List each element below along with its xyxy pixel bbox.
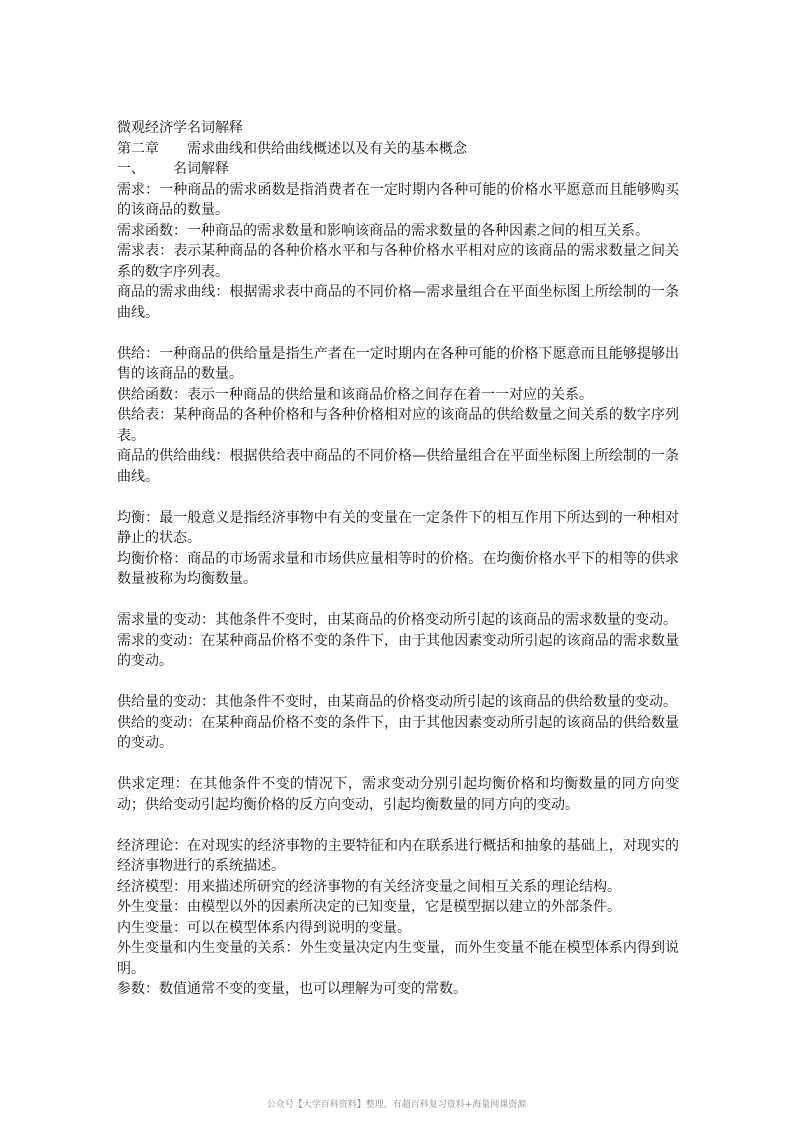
definition-supply-schedule: 供给表：某种商品的各种价格和与各种价格相对应的该商品的供给数量之间关系的数字序列表。 (117, 407, 679, 444)
definition-demand-curve: 商品的需求曲线：根据需求表中商品的不同价格—需求量组合在平面坐标图上所绘制的一条曲线。 (117, 284, 679, 321)
definition-economic-model: 经济模型：用来描述所研究的经济事物的有关经济变量之间相互关系的理论结构。 (117, 878, 621, 895)
definition-group-demand (117, 180, 679, 324)
paragraph-gap (117, 487, 679, 508)
definition-supply-function: 供给函数：表示一种商品的供给量和该商品价格之间存在着一一对应的关系。 (117, 386, 593, 403)
section-label: 一、 (117, 161, 145, 177)
definition-demand: 需求：一种商品的需求函数是指消费者在一定时期内各种可能的价格水平愿意而且能够购买的该商品的数量。 (117, 181, 679, 218)
definition-group-theory (117, 836, 679, 1000)
definition-equilibrium-price: 均衡价格：商品的市场需求量和市场供应量相等时的价格。在均衡价格水平下的相等的供求数量被称为均衡数量。 (117, 550, 679, 587)
definition-group-equilibrium (117, 508, 679, 590)
definition-parameter: 参数：数值通常不变的变量，也可以理解为可变的常数。 (117, 981, 467, 997)
paragraph-gap (117, 672, 679, 693)
document-body (117, 118, 679, 1000)
definition-demand-schedule: 需求表：表示某种商品的各种价格水平和与各种价格水平相对应的该商品的需求数量之间关系的数字序列表。 (117, 243, 679, 280)
page-footer-watermark: 公众号【大学百科资料】整理，有超百科复习资料+海量网课资源 (266, 1100, 527, 1110)
definition-change-in-supply: 供给的变动：在某种商品价格不变的条件下，由于其他因素变动所引起的该商品的供给数量的变动。 (117, 714, 679, 751)
section-heading (117, 159, 679, 180)
paragraph-gap (117, 590, 679, 611)
definition-exogenous-variable: 外生变量：由模型以外的因素所决定的已知变量，它是模型据以建立的外部条件。 (117, 899, 621, 915)
definition-change-in-demand: 需求的变动：在某种商品价格不变的条件下，由于其他因素变动所引起的该商品的需求数量的变动。 (117, 632, 679, 669)
paragraph-gap (117, 815, 679, 836)
definition-exo-endo-relation: 外生变量和内生变量的关系：外生变量决定内生变量，而外生变量不能在模型体系内得到说明。 (117, 940, 679, 977)
definition-equilibrium: 均衡：最一般意义是指经济事物中有关的变量在一定条件下的相互作用下所达到的一种相对静止的状态。 (117, 509, 679, 546)
chapter-title: 需求曲线和供给曲线概述以及有关的基本概念 (187, 140, 467, 157)
definition-group-law (117, 774, 679, 815)
definition-economic-theory: 经济理论：在对现实的经济事物的主要特征和内在联系进行概括和抽象的基础上，对现实的经济事物进行的系统描述。 (117, 837, 679, 874)
section-title: 名词解释 (173, 161, 229, 177)
definition-law-of-supply-demand: 供求定理：在其他条件不变的情况下，需求变动分别引起均衡价格和均衡数量的同方向变动；供给变动引起均衡价格的反方向变动，引起均衡数量的同方向的变动。 (117, 776, 679, 813)
definition-group-supply (117, 344, 679, 488)
definition-endogenous-variable: 内生变量：可以在模型体系内得到说明的变量。 (117, 919, 411, 936)
definition-supply: 供给：一种商品的供给量是指生产者在一定时期内在各种可能的价格下愿意而且能够提够出售的该商品的数量。 (117, 345, 679, 382)
chapter-label: 第二章 (117, 140, 159, 157)
paragraph-gap (117, 754, 679, 775)
chapter-heading (117, 139, 679, 160)
definition-change-in-quantity-supplied: 供给量的变动：其他条件不变时，由某商品的价格变动所引起的该商品的供给数量的变动。 (117, 694, 677, 710)
definition-group-supply-changes (117, 692, 679, 754)
definition-group-demand-changes (117, 610, 679, 672)
document-title: 微观经济学名词解释 (117, 120, 243, 136)
definition-change-in-quantity-demanded: 需求量的变动：其他条件不变时，由某商品的价格变动所引起的该商品的需求数量的变动。 (117, 612, 677, 628)
definition-supply-curve: 商品的供给曲线：根据供给表中商品的不同价格—供给量组合在平面坐标图上所绘制的一条曲线。 (117, 448, 679, 485)
definition-demand-function: 需求函数：一种商品的需求数量和影响该商品的需求数量的各种因素之间的相互关系。 (117, 222, 649, 239)
paragraph-gap (117, 323, 679, 344)
